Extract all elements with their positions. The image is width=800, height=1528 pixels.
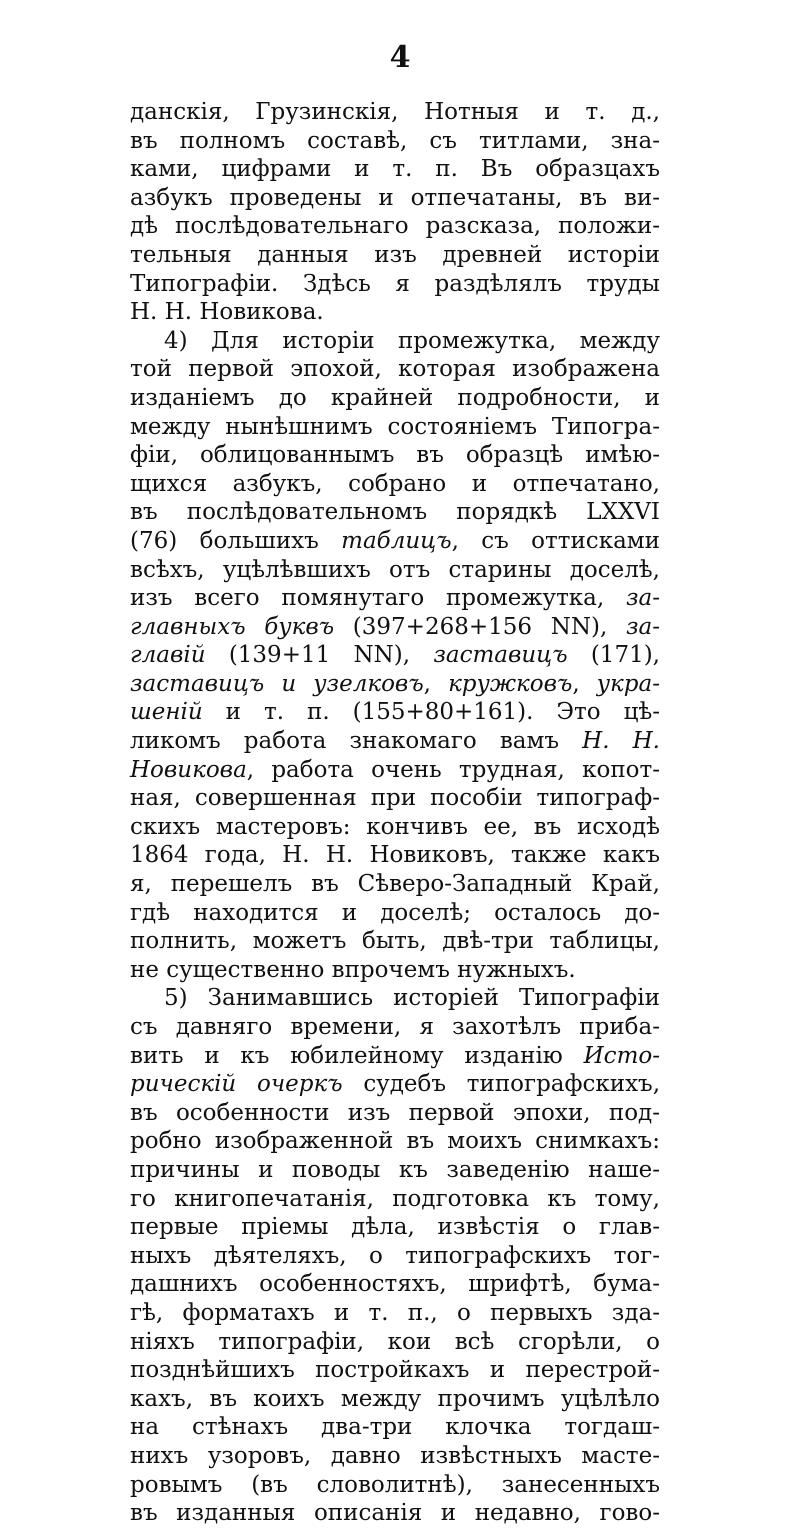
text-line: гѣ, форматахъ и т. п., о первыхъ зда- <box>130 1299 660 1326</box>
text-line: ная, совершенная при пособіи типограф- <box>130 785 660 812</box>
text-line: между нынѣшнимъ состояніемъ Типогра- <box>130 413 660 440</box>
text-line: главныхъ буквъ (397+268+156 NN), за- <box>130 613 660 640</box>
text-line: въ особенности изъ первой эпохи, под- <box>130 1099 660 1126</box>
text-line: щихся азбукъ, собрано и отпечатано, <box>130 470 660 497</box>
text-line: я, перешелъ въ Сѣверо-Западный Край, <box>130 871 660 898</box>
text-line: ніяхъ типографіи, кои всѣ сгорѣли, о <box>130 1328 660 1355</box>
text-line: (76) большихъ таблицъ, съ оттисками <box>130 527 660 554</box>
body-text <box>130 98 660 1528</box>
text-line: шеній и т. п. (155+80+161). Это цѣ- <box>130 699 660 726</box>
text-line: изданіемъ до крайней подробности, и <box>130 384 660 411</box>
text-line: Типографіи. Здѣсь я раздѣлялъ труды <box>130 270 660 297</box>
text-line: позднѣйшихъ постройкахъ и перестрой- <box>130 1357 660 1384</box>
text-line: 4) Для исторіи промежутка, между <box>164 327 660 354</box>
text-line: кахъ, въ коихъ между прочимъ уцѣлѣло <box>130 1385 660 1412</box>
text-line: тельныя данныя изъ древней исторіи <box>130 241 660 268</box>
text-line: въ полномъ составѣ, съ титлами, зна- <box>130 127 660 154</box>
text-line: на стѣнахъ два-три клочка тогдаш- <box>130 1414 660 1441</box>
text-line: той первой эпохой, которая изображена <box>130 356 660 383</box>
text-line: всѣхъ, уцѣлѣвшихъ отъ старины доселѣ, <box>130 556 660 583</box>
text-line: данскія, Грузинскія, Нотныя и т. д., <box>130 99 660 125</box>
text-line: скихъ мастеровъ: кончивъ ее, въ исходѣ <box>130 813 660 840</box>
text-line: ровымъ (въ словолитнѣ), занесенныхъ <box>130 1471 660 1498</box>
text-line: вить и къ юбилейному изданію Исто- <box>130 1042 660 1069</box>
text-line: 5) Занимавшись исторіей Типографіи <box>164 985 660 1012</box>
text-line: не существенно впрочемъ нужныхъ. <box>130 956 576 983</box>
text-line: азбукъ проведены и отпечатаны, въ ви- <box>130 184 660 211</box>
text-line: съ давняго времени, я захотѣлъ приба- <box>130 1014 660 1040</box>
text-line: робно изображенной въ моихъ снимкахъ: <box>130 1128 660 1155</box>
text-line: дашнихъ особенностяхъ, шрифтѣ, бума- <box>130 1271 660 1298</box>
text-line: гдѣ находится и доселѣ; осталось до- <box>130 899 660 926</box>
text-line: причины и поводы къ заведенію наше- <box>130 1156 660 1183</box>
text-line: фіи, облицованнымъ въ образцѣ имѣю- <box>130 442 660 469</box>
text-line: нихъ узоровъ, давно извѣстныхъ масте- <box>130 1442 660 1469</box>
text-line: первые пріемы дѣла, извѣстія о глав- <box>130 1214 660 1241</box>
page-number: 4 <box>389 40 411 75</box>
text-line: Н. Н. Новикова. <box>130 299 324 326</box>
text-line: ликомъ работа знакомаго вамъ Н. Н. <box>130 728 660 755</box>
text-line: ками, цифрами и т. п. Въ образцахъ <box>130 156 660 183</box>
text-line: главій (139+11 NN), заставицъ (171), <box>130 642 660 669</box>
text-line: го книгопечатанія, подготовка къ тому, <box>130 1185 660 1212</box>
text-line: ныхъ дѣятеляхъ, о типографскихъ тог- <box>130 1242 660 1269</box>
text-line: изъ всего помянутаго промежутка, за- <box>130 585 660 612</box>
text-line: рическій очеркъ судебъ типографскихъ, <box>130 1071 661 1098</box>
text-line: въ изданныя описанія и недавно, гово- <box>130 1500 660 1527</box>
text-line: въ послѣдовательномъ порядкѣ LXXVI <box>130 499 660 526</box>
text-line: Новикова, работа очень трудная, копот- <box>130 756 660 783</box>
text-line: заставицъ и узелковъ, кружковъ, укра- <box>130 670 661 697</box>
text-line: полнить, можетъ быть, двѣ-три таблицы, <box>130 928 660 955</box>
text-line: дѣ послѣдовательнаго разсказа, положи- <box>130 213 660 240</box>
text-line: 1864 года, Н. Н. Новиковъ, также какъ <box>130 842 660 869</box>
